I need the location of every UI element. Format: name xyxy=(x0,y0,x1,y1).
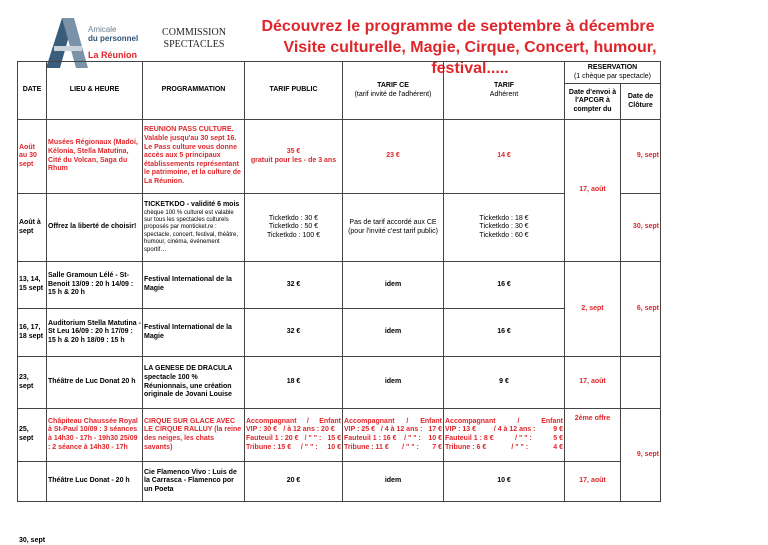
title-line-2: Visite culturelle, Magie, Cirque, Concert, humour, festival..... xyxy=(283,39,657,77)
row-tarif-public: 20 € xyxy=(245,462,343,502)
program-table xyxy=(17,61,661,502)
row-prog: Cie Flamenco Vivo : Luis de la Carrasca - Flamenco por un Poeta xyxy=(143,462,245,502)
row-tarif-public: 35 € gratuit pour les - de 3 ans xyxy=(245,120,343,194)
row-tarif-adherent: 16 € xyxy=(444,309,565,357)
row-date xyxy=(18,462,47,502)
logo-text-3: La Réunion xyxy=(88,50,137,60)
row-tarif-public: Accompagnant / Enfant VIP : 30 € / à 12 ans : 20 € Fauteuil 1 : 20 € / " " : 15 € Tribune : 15 € / " " : 10 € xyxy=(245,409,343,462)
row-prog: LA GENESE DE DRACULA spectacle 100 % Réunionnais, une création originale de Jovani Louise xyxy=(143,357,245,409)
row-tarif-ce: idem xyxy=(343,309,444,357)
col-header-tarif-ce: TARIF CE (tarif invité de l'adhérent) xyxy=(343,62,444,120)
col-header-lieu: LIEU & HEURE xyxy=(47,62,143,120)
row-lieu: Offrez la liberté de choisir! xyxy=(47,194,143,262)
col-header-date-cloture: Date de Clôture xyxy=(621,84,661,120)
row-date-cloture: 6, sept xyxy=(621,262,661,357)
table-row xyxy=(18,409,661,462)
row-lieu: Auditorium Stella Matutina - St Leu 16/09 : 20 h 17/09 : 15 h & 20 h 18/09 : 15 h xyxy=(47,309,143,357)
row-lieu: Théâtre de Luc Donat 20 h xyxy=(47,357,143,409)
row-tarif-adherent: 10 € xyxy=(444,462,565,502)
row-prog: CIRQUE SUR GLACE AVEC LE CIRQUE RALLUY (la reine des neiges, les chats savants) xyxy=(143,409,245,462)
row-date-envoi: 17, août xyxy=(565,120,621,262)
col-header-tarif-adherent: TARIF Adhérent xyxy=(444,62,565,120)
row-date-cloture: 9, sept xyxy=(621,409,661,502)
row-prog: Festival International de la Magie xyxy=(143,309,245,357)
row-date-cloture xyxy=(621,357,661,409)
row-date: Août au 30 sept xyxy=(18,120,47,194)
row-tarif-ce: 23 € xyxy=(343,120,444,194)
row-tarif-ce: Accompagnant / Enfant VIP : 25 € / 4 à 12 ans : 17 € Fauteuil 1 : 16 € / " " : 10 € Tribune : 11 € / " " : 7 € xyxy=(343,409,444,462)
row-prog: REUNION PASS CULTURE. Valable jusqu'au 30 sept 16. Le Pass culture vous donne accès aux 5 principaux établissements représentant le patrimoine, et la culture de La Réunion. xyxy=(143,120,245,194)
col-header-tarif-public: TARIF PUBLIC xyxy=(245,62,343,120)
row-date-cloture: 9, sept xyxy=(621,120,661,194)
row-date-envoi: 17, août xyxy=(565,357,621,409)
row-date: 13, 14, 15 sept xyxy=(18,262,47,309)
row-date-envoi: 2, sept xyxy=(565,262,621,357)
row-date-cloture: 30, sept xyxy=(621,194,661,262)
row-tarif-adherent: 16 € xyxy=(444,262,565,309)
row-lieu: Théâtre Luc Donat - 20 h xyxy=(47,462,143,502)
row-lieu: Musées Régionaux (Madoi, Kélonia, Stella Matutina, Cité du Volcan, Saga du Rhum xyxy=(47,120,143,194)
logo-text-1: Amicale xyxy=(88,25,117,34)
row-prog: Festival International de la Magie xyxy=(143,262,245,309)
row-tarif-ce: idem xyxy=(343,262,444,309)
row-prog: TICKETKDO - validité 6 mois chèque 100 % culturel est valable sur tous les spectacles culturels proposés par monticket.re : spectacle, concert, festival, théâtre, humour, cinéma, événement sportif… xyxy=(143,194,245,262)
table-row xyxy=(18,309,661,357)
table-row xyxy=(18,120,661,194)
col-header-reservation: RESERVATION (1 chèque par spectacle) xyxy=(565,62,661,84)
row-date: 25, sept xyxy=(18,409,47,462)
row-date: 16, 17, 18 sept xyxy=(18,309,47,357)
row-tarif-public: 32 € xyxy=(245,262,343,309)
col-header-programmation: PROGRAMMATION xyxy=(143,62,245,120)
row-tarif-ce: idem xyxy=(343,462,444,502)
row-date: 23, sept xyxy=(18,357,47,409)
row-lieu: Châpiteau Chaussée Royal à St-Paul 10/09 : 3 séances à 14h30 - 17h - 19h30 25/09 : 2 séance à 14h30 - 17h xyxy=(47,409,143,462)
title-line-1: Découvrez le programme de septembre à décembre xyxy=(261,18,655,35)
table-row xyxy=(18,194,661,262)
row-date-envoi: 2ème offre xyxy=(565,409,621,462)
col-header-date: DATE xyxy=(18,62,47,120)
footer-date-fragment: 30, sept xyxy=(19,537,46,544)
row-tarif-adherent: Ticketkdo : 18 € Ticketkdo : 30 € Ticketkdo : 60 € xyxy=(444,194,565,262)
commission-label: COMMISSION SPECTACLES xyxy=(162,27,226,50)
col-header-date-envoi: Date d'envoi à l'APCGR à compter du xyxy=(565,84,621,120)
row-tarif-ce: Pas de tarif accordé aux CE (pour l'invité c'est tarif public) xyxy=(343,194,444,262)
row-tarif-public: Ticketkdo : 30 € Ticketkdo : 50 € Ticketkdo : 100 € xyxy=(245,194,343,262)
row-tarif-public: 18 € xyxy=(245,357,343,409)
row-tarif-public: 32 € xyxy=(245,309,343,357)
row-date-envoi: 17, août xyxy=(565,462,621,502)
row-tarif-adherent: 14 € xyxy=(444,120,565,194)
table-row xyxy=(18,462,661,502)
table-row xyxy=(18,262,661,309)
row-date: Août à sept xyxy=(18,194,47,262)
logo-text-2: du personnel xyxy=(88,34,139,43)
table-row xyxy=(18,357,661,409)
row-tarif-adherent: 9 € xyxy=(444,357,565,409)
row-tarif-adherent: Accompagnant / Enfant VIP : 13 € / 4 à 12 ans : 9 € Fauteuil 1 : 8 € / " " : 5 € Tribune : 6 € / " " : 4 € xyxy=(444,409,565,462)
row-lieu: Salle Gramoun Lélé - St-Benoit 13/09 : 20 h 14/09 : 15 h & 20 h xyxy=(47,262,143,309)
row-tarif-ce: idem xyxy=(343,357,444,409)
